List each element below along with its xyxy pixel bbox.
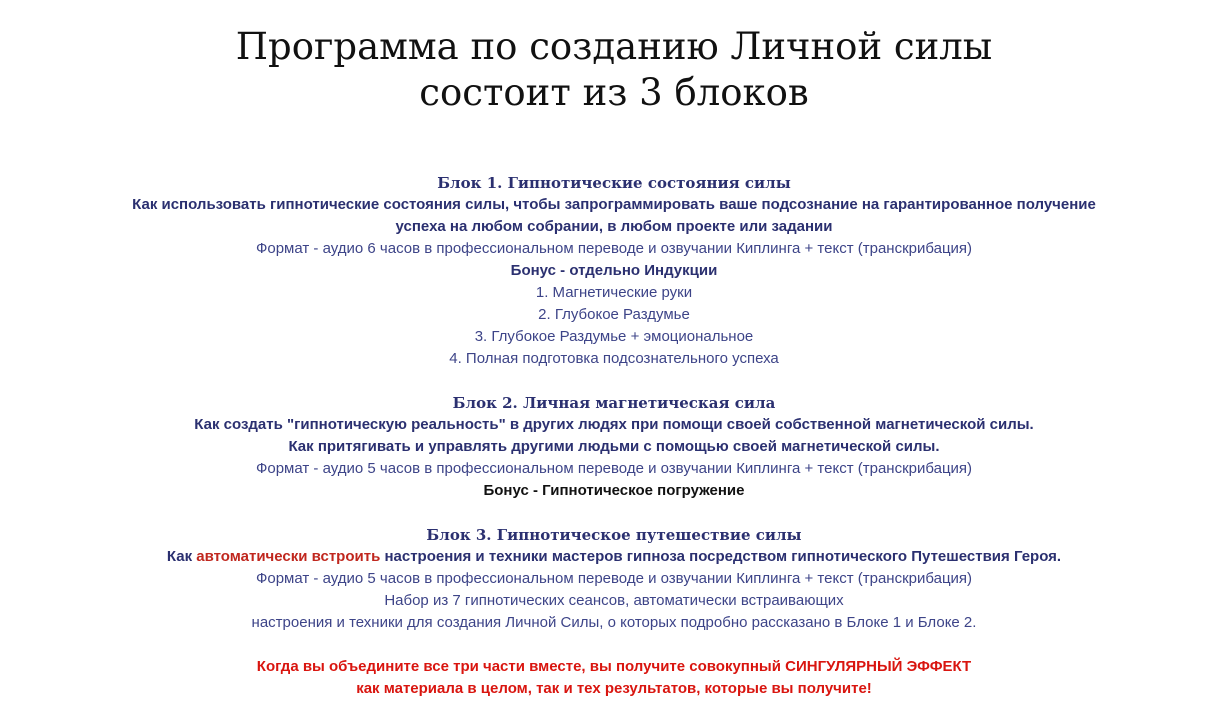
block-2-heading: Блок 2. Личная магнетическая сила [452,394,776,412]
page-title [0,24,1228,116]
block-3-lead-highlight: автоматически встроить [196,548,381,565]
block-3-format: Формат - аудио 5 часов в профессиональном переводе и озвучании Киплинга + текст (транскрибация) [255,570,973,587]
block-1-item: 1. Магнетические руки [535,284,693,301]
block-3-desc-line-1: Набор из 7 гипнотических сеансов, автоматически встраивающих [384,592,844,609]
block-1-item: 2. Глубокое Раздумье [538,306,690,323]
block-1-bonus: Бонус - отдельно Индукции [510,262,718,279]
block-3-lead [0,546,1228,568]
block-3-heading: Блок 3. Гипнотическое путешествие силы [426,526,802,544]
block-3-lead-suffix: настроения и техники мастеров гипноза посредством гипнотического Путешествия Героя. [380,548,1062,565]
block-3-lead-prefix: Как [166,548,197,565]
spacer [0,502,1228,524]
final-statement [0,656,1228,700]
block-3-desc-line-2: настроения и техники для создания Личной Силы, о которых подробно рассказано в Блоке 1 и Блоке 2. [251,614,977,631]
block-1-format: Формат - аудио 6 часов в профессиональном переводе и озвучании Киплинга + текст (транскрибация) [255,240,973,257]
block-2-format: Формат - аудио 5 часов в профессиональном переводе и озвучании Киплинга + текст (транскрибация) [255,460,973,477]
block-1-heading: Блок 1. Гипнотические состояния силы [437,174,791,192]
block-1 [0,172,1228,370]
block-2-bonus: Бонус - Гипнотическое погружение [483,482,745,499]
program-blocks [0,172,1228,700]
block-1-item: 4. Полная подготовка подсознательного успеха [449,350,779,367]
final-line-1: Когда вы объедините все три части вместе, вы получите совокупный СИНГУЛЯРНЫЙ ЭФФЕКТ [256,658,972,675]
block-1-item: 3. Глубокое Раздумье + эмоциональное [474,328,754,345]
block-2 [0,392,1228,502]
block-3 [0,524,1228,634]
spacer [0,634,1228,656]
block-1-lead-line-2: успеха на любом собрании, в любом проекте или задании [395,218,833,235]
final-line-2: как материала в целом, так и тех результатов, которые вы получите! [356,680,872,697]
block-2-lead-line-1: Как создать "гипнотическую реальность" в других людях при помощи своей собственной магнетической силы. [194,416,1034,433]
block-1-lead-line-1: Как использовать гипнотические состояния силы, чтобы запрограммировать ваше подсознание на гарантированное получение [132,196,1096,213]
spacer [0,370,1228,392]
block-2-lead-line-2: Как притягивать и управлять другими людьми с помощью своей магнетической силы. [288,438,940,455]
page-title-line-2: состоит из 3 блоков [419,71,809,114]
page-title-line-1: Программа по созданию Личной силы [235,25,993,68]
